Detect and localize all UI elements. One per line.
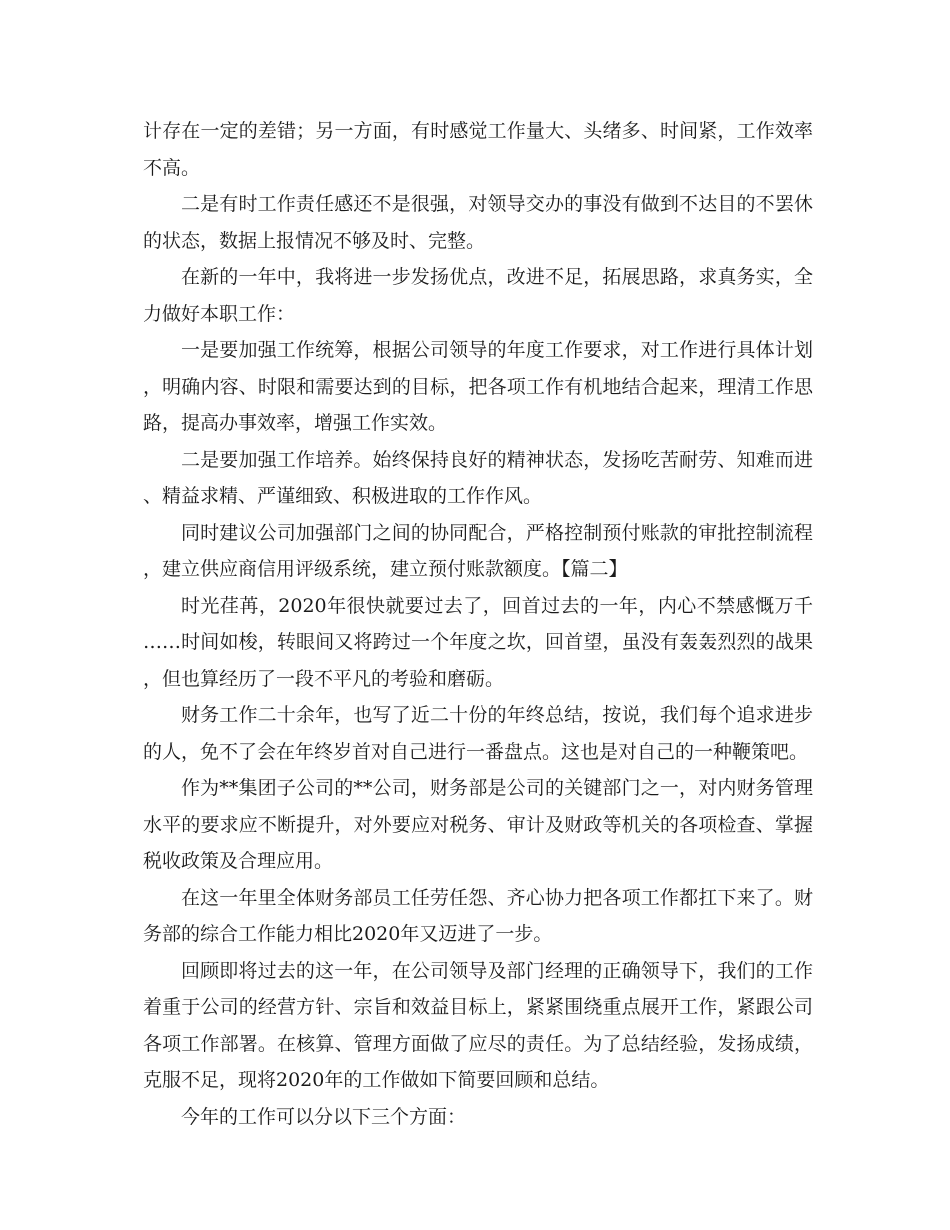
paragraph-continuation: 计存在一定的差错；另一方面，有时感觉工作量大、头绪多、时间紧，工作效率不高。 [143,120,813,179]
paragraph-coordination: 一是要加强工作统筹，根据公司领导的年度工作要求，对工作进行具体计划，明确内容、时限和需要达到的目标，把各项工作有机地结合起来，理清工作思路，提高办事效率，增强工作实效。 [143,339,813,434]
paragraph-suggestion: 同时建议公司加强部门之间的协同配合，严格控制预付账款的审批控制流程，建立供应商信用评级系统，建立预付账款额度。【篇二】 [143,521,813,580]
paragraph-time-flies: 时光荏苒，2020年很快就要过去了，回首过去的一年，内心不禁感慨万千……时间如梭，转眼间又将跨过一个年度之坎，回首望，虽没有轰轰烈烈的战果，但也算经历了一段不平凡的考验和磨砺。 [143,594,813,690]
paragraph-three-aspects: 今年的工作可以分以下三个方面： [181,1105,467,1128]
paragraph-training: 二是要加强工作培养。始终保持良好的精神状态，发扬吃苦耐劳、知难而进、精益求精、严谨细致、积极进取的工作作风。 [143,448,813,507]
paragraph-twenty-years: 财务工作二十余年，也写了近二十份的年终总结，按说，我们每个追求进步的人，免不了会在年终岁首对自己进行一番盘点。这也是对自己的一种鞭策吧。 [143,704,813,763]
paragraph-responsibility: 二是有时工作责任感还不是很强，对领导交办的事没有做到不达目的不罢休的状态，数据上报情况不够及时、完整。 [143,193,813,252]
paragraph-finance-dept: 作为**集团子公司的**公司，财务部是公司的关键部门之一，对内财务管理水平的要求应不断提升，对外要应对税务、审计及财政等机关的各项检查、掌握税收政策及合理应用。 [143,777,813,872]
paragraph-team-effort: 在这一年里全体财务部员工任劳任怨、齐心协力把各项工作都扛下来了。财务部的综合工作能力相比2020年又迈进了一步。 [143,886,813,945]
document-page [143,113,813,1135]
paragraph-new-year-plan: 在新的一年中，我将进一步发扬优点，改进不足，拓展思路，求真务实，全力做好本职工作： [143,266,813,325]
paragraph-review: 回顾即将过去的这一年，在公司领导及部门经理的正确领导下，我们的工作着重于公司的经营方针、宗旨和效益目标上，紧紧围绕重点展开工作，紧跟公司各项工作部署。在核算、管理方面做了应尽的责任。为了总结经验，发扬成绩，克服不足，现将2020年的工作做如下简要回顾和总结。 [143,959,813,1091]
